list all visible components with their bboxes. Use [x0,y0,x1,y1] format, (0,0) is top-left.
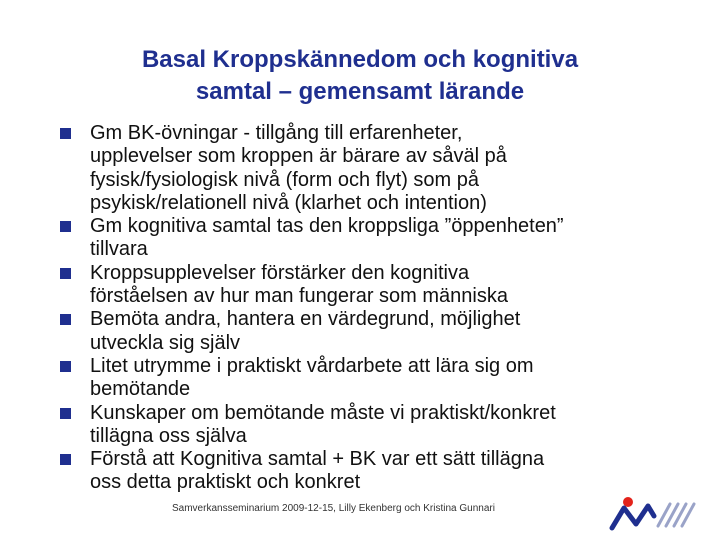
square-bullet-icon [60,128,71,139]
bullet-line: Gm kognitiva samtal tas den kroppsliga ”öppenheten” [90,215,564,238]
square-bullet-icon [60,268,71,279]
bullet-line: Kunskaper om bemötande måste vi praktiskt/konkret [90,401,556,424]
square-bullet-icon [60,314,71,325]
logo-blue-mark [612,506,654,528]
bullet-line: oss detta praktiskt och konkret [90,471,361,494]
bullet-line: Gm BK-övningar - tillgång till erfarenheter, [90,122,463,144]
bullet-line: utveckla sig själv [90,331,241,354]
bullet-line: Litet utrymme i praktiskt vårdarbete att lära sig om [90,354,534,377]
square-bullet-icon [60,221,71,232]
logo-stripes [658,504,694,526]
bullet-item [58,448,678,495]
bullet-item [58,308,678,355]
logo-red-dot [623,497,633,507]
bullet-item [58,355,678,402]
title-line-2: samtal – gemensamt lärande [195,78,525,105]
bullet-line: bemötande [90,378,191,401]
bullet-line: tillvara [90,238,148,261]
bullet-line: upplevelser som kroppen är bärare av såväl på [90,145,507,168]
square-bullet-icon [60,454,71,465]
bullet-line: Kroppsupplevelser förstärker den kognitiva [90,261,470,284]
slide-title [60,44,660,108]
bullet-line: fysisk/fysiologisk nivå (form och flyt) som på [90,168,479,191]
bullet-line: Förstå att Kognitiva samtal + BK var ett sätt tillägna [90,448,545,471]
bullet-item [58,215,678,262]
bullet-line: Bemöta andra, hantera en värdegrund, möjlighet [90,308,521,331]
bullet-line: förståelsen av hur man fungerar som människa [90,285,508,308]
bullet-item [58,122,678,215]
square-bullet-icon [60,408,71,419]
bullet-list [58,122,678,495]
square-bullet-icon [60,361,71,372]
bullet-item [58,402,678,449]
institution-logo-icon [606,492,698,534]
footer-text: Samverkansseminarium 2009-12-15, Lilly Ekenberg och Kristina Gunnari [172,503,495,514]
bullet-item [58,262,678,309]
title-line-1: Basal Kroppskännedom och kognitiva [141,46,579,73]
bullet-line: psykisk/relationell nivå (klarhet och intention) [90,191,487,214]
bullet-line: tillägna oss själva [90,424,247,447]
